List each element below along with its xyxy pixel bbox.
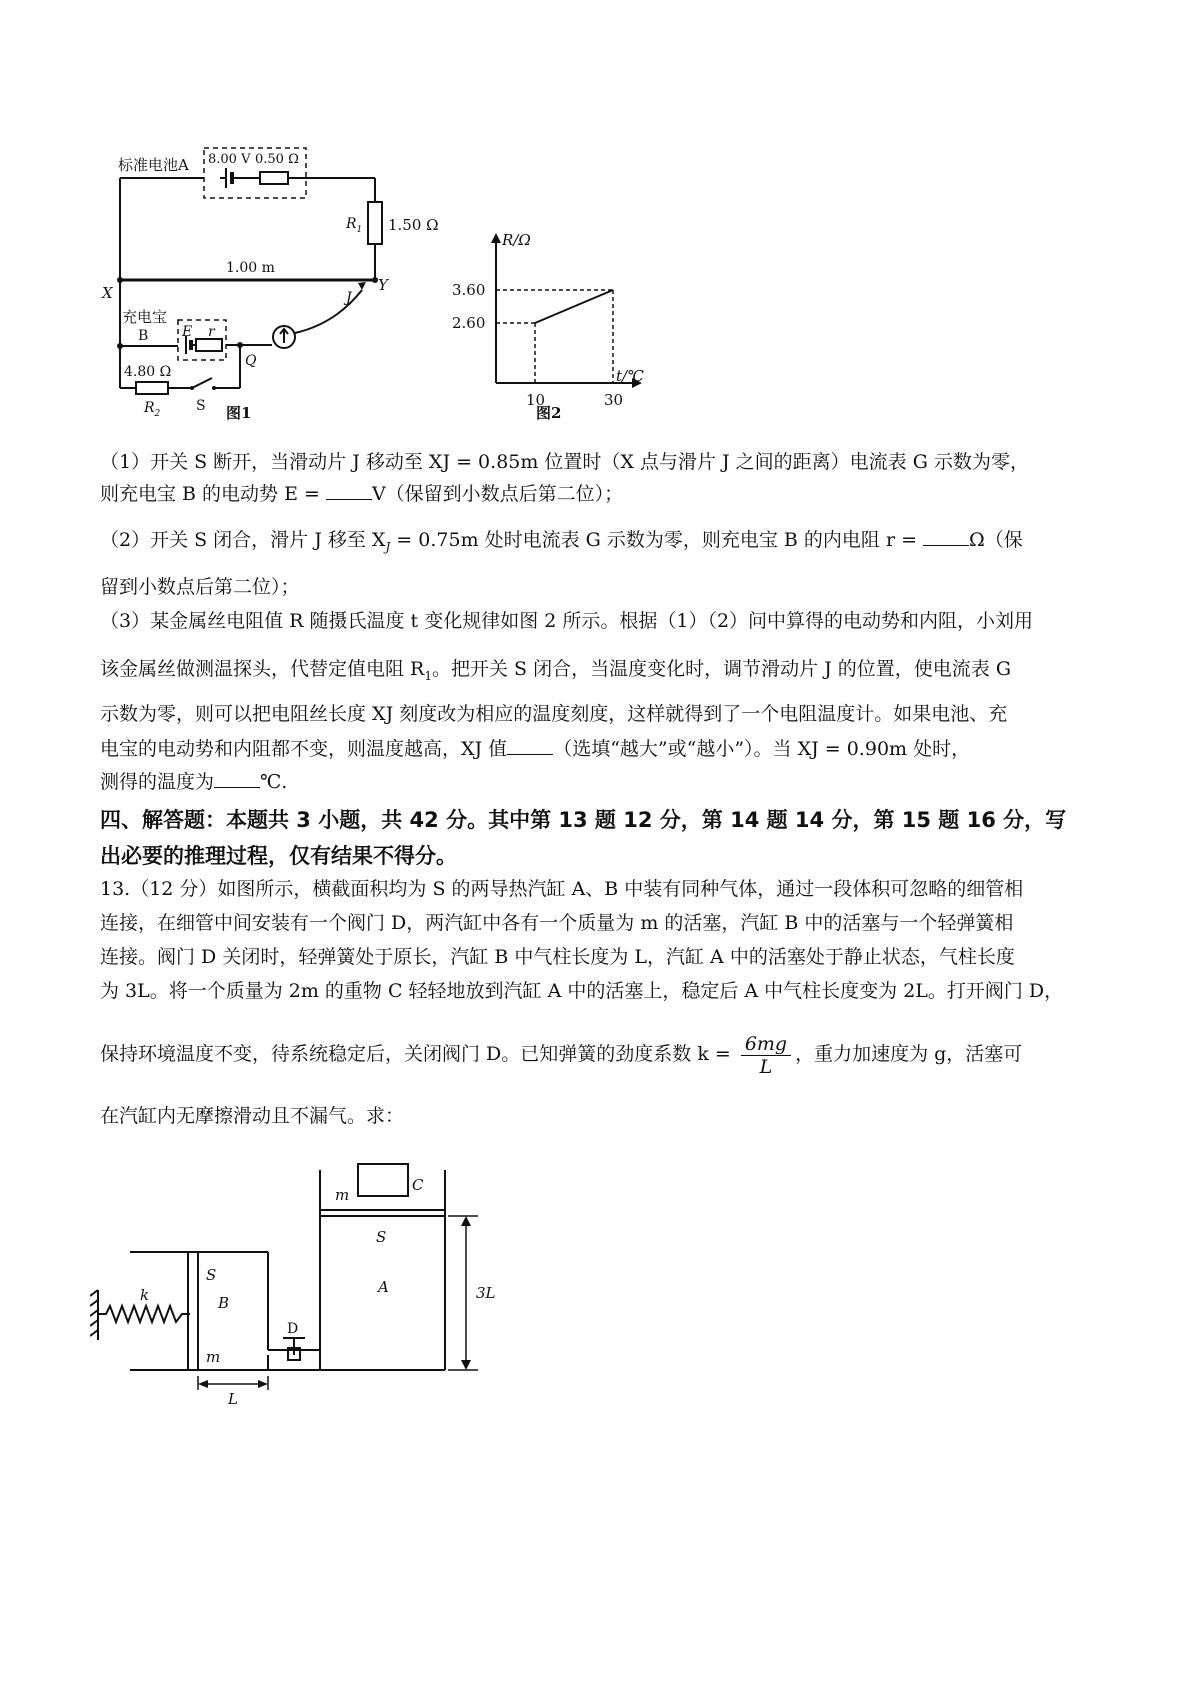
block-c-label: C bbox=[412, 1176, 424, 1194]
figure2-caption: 图2 bbox=[536, 404, 562, 422]
question-3-line-3: 示数为零，则可以把电阻丝长度 XJ 刻度改为相应的温度刻度，这样就得到了一个电阻温度计。如果电池、充 bbox=[100, 703, 1008, 725]
valve-d-label: D bbox=[287, 1321, 299, 1337]
resistance-temperature-chart bbox=[450, 225, 660, 430]
section-heading-line-2: 出必要的推理过程，仅有结果不得分。 bbox=[100, 844, 457, 868]
question-1-line-1: （1）开关 S 断开，当滑动片 J 移动至 XJ = 0.85m 位置时（X 点与滑片 J 之间的距离）电流表 G 示数为零， bbox=[100, 451, 1029, 473]
wire-length-label: 1.00 m bbox=[226, 260, 275, 276]
y-tick-label-2-60: 2.60 bbox=[452, 314, 486, 332]
r1-label: $R_1$ bbox=[346, 216, 363, 235]
circuit-figure bbox=[100, 140, 460, 430]
cylinder-b-label: B bbox=[218, 1294, 230, 1312]
piston-a-mass-label: m bbox=[335, 1186, 350, 1204]
spring-constant-fraction: $\frac{6mg}{L}$ bbox=[741, 1033, 791, 1078]
question-3-line-2: 该金属丝做测温探头，代替定值电阻 $R_1$。把开关 S 闭合，当温度变化时，调节滑动片 J 的位置，使电流表 G bbox=[100, 658, 1012, 683]
problem-13-line-6: 在汽缸内无摩擦滑动且不漏气。求： bbox=[100, 1105, 405, 1127]
emf-e-label: E bbox=[182, 324, 193, 340]
answer-blank-emf[interactable] bbox=[326, 481, 372, 500]
length-l-label: L bbox=[228, 1390, 238, 1408]
question-3-line-5: 测得的温度为 ℃. bbox=[100, 771, 288, 793]
problem-13-line-5: 保持环境温度不变，待系统稳定后，关闭阀门 D。已知弹簧的劲度系数 k = $\frac{6mg}{L}$ ，重力加速度为 g，活塞可 bbox=[100, 1032, 1023, 1078]
figure1-caption: 图1 bbox=[226, 404, 252, 422]
length-3l-label: 3L bbox=[476, 1284, 496, 1302]
cylinder-a-label: A bbox=[378, 1278, 389, 1296]
answer-blank-internal-resistance[interactable] bbox=[923, 527, 969, 546]
problem-13-line-1: 13.（12 分）如图所示，横截面积均为 S 的两导热汽缸 A、B 中装有同种气体，通过一段体积可忽略的细管相 bbox=[100, 878, 1024, 900]
battery-resistance-label: 0.50 Ω bbox=[255, 152, 299, 167]
power-bank-label: 充电宝 bbox=[122, 308, 168, 326]
switch-s-label: S bbox=[196, 398, 206, 414]
point-q-label: Q bbox=[245, 353, 257, 369]
power-bank-b-label: B bbox=[138, 328, 149, 344]
data-line-r-vs-t bbox=[535, 290, 613, 323]
x-tick-label-10: 10 bbox=[526, 391, 546, 409]
battery-emf-label: 8.00 V bbox=[208, 152, 251, 167]
piston-b-mass-label: m bbox=[206, 1348, 221, 1366]
y-tick-label-3-60: 3.60 bbox=[452, 281, 486, 299]
question-1-line-2: 则充电宝 B 的电动势 E = V（保留到小数点后第二位）； bbox=[100, 483, 624, 505]
chart-x-axis-label: t/℃ bbox=[616, 367, 644, 385]
point-j-label: J bbox=[346, 290, 352, 306]
problem-13-line-4: 为 3L。将一个质量为 2m 的重物 C 轻轻地放到汽缸 A 中的活塞上，稳定后 A 中气柱长度变为 2L。打开阀门 D， bbox=[100, 980, 1064, 1002]
r2-value: 4.80 Ω bbox=[124, 364, 172, 380]
r1-value: 1.50 Ω bbox=[388, 216, 439, 234]
question-3-line-4: 电宝的电动势和内阻都不变，则温度越高，XJ 值 （选填“越大”或“越小”）。当 XJ = 0.90m 处时， bbox=[100, 738, 971, 760]
answer-blank-temperature[interactable] bbox=[214, 769, 260, 788]
x-tick-label-30: 30 bbox=[604, 391, 624, 409]
point-y-label: Y bbox=[378, 276, 388, 294]
battery-label: 标准电池A bbox=[118, 156, 189, 174]
question-3-line-1: （3）某金属丝电阻值 R 随摄氏温度 t 变化规律如图 2 所示。根据（1）（2）问中算得的电动势和内阻，小刘用 bbox=[100, 610, 1034, 632]
problem-13-line-2: 连接，在细管中间安装有一个阀门 D，两汽缸中各有一个质量为 m 的活塞，汽缸 B 中的活塞与一个轻弹簧相 bbox=[100, 912, 1014, 934]
spring-k-label: k bbox=[140, 1286, 150, 1304]
cylinder-b-area-label: S bbox=[206, 1266, 217, 1284]
cylinder-a-area-label: S bbox=[376, 1228, 387, 1246]
problem-13-line-3: 连接。阀门 D 关闭时，轻弹簧处于原长，汽缸 B 中气柱长度为 L，汽缸 A 中的活塞处于静止状态，气柱长度 bbox=[100, 946, 1015, 968]
point-x-label: X bbox=[102, 284, 113, 302]
question-2-line-2: 留到小数点后第二位）； bbox=[100, 576, 300, 598]
section-heading-line-1: 四、解答题：本题共 3 小题，共 42 分。其中第 13 题 12 分，第 14 题 14 分，第 15 题 16 分，写 bbox=[100, 808, 1067, 832]
cylinders-figure bbox=[90, 1150, 530, 1410]
r2-label: $R_2$ bbox=[144, 400, 161, 419]
internal-r-label: r bbox=[208, 324, 215, 340]
answer-blank-trend[interactable] bbox=[507, 736, 553, 755]
chart-y-axis-label: R/Ω bbox=[502, 231, 531, 249]
question-2-line-1: （2）开关 S 闭合，滑片 J 移至 $X_J = 0.75m$ 处时电流表 G 示数为零，则充电宝 B 的内电阻 r = Ω（保 bbox=[100, 529, 1023, 554]
